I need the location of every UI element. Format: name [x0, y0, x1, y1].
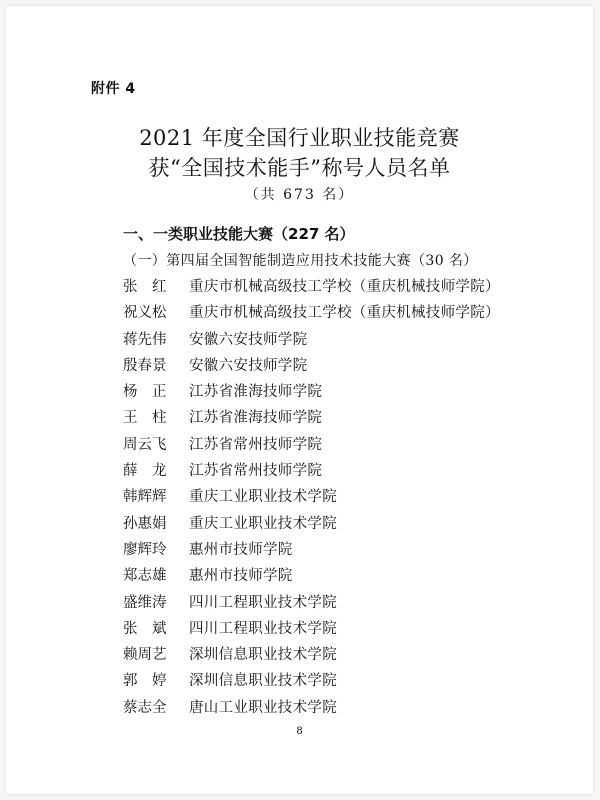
- person-name: 韩辉辉: [123, 489, 167, 506]
- organization: 安徽六安技师学院: [189, 331, 308, 348]
- organization: 惠州市技师学院: [189, 568, 293, 585]
- list-item: [123, 300, 500, 326]
- honoree-list: [123, 274, 500, 721]
- organization: 重庆市机械高级技工学校（重庆机械技师学院）: [189, 305, 500, 322]
- list-item: [123, 642, 500, 668]
- person-name: 张 红: [123, 279, 167, 295]
- list-item: [123, 563, 500, 589]
- organization: 江苏省常州技师学院: [189, 436, 323, 453]
- list-item: [123, 458, 500, 484]
- list-item: [123, 537, 500, 563]
- organization: 惠州市技师学院: [189, 541, 293, 558]
- person-name: 孙惠娟: [123, 515, 167, 532]
- person-name: 王 柱: [123, 410, 167, 427]
- person-name: 蒋先伟: [123, 331, 167, 348]
- subsection-heading: （一）第四届全国智能制造应用技术技能大赛（30 名）: [123, 253, 478, 269]
- list-item: [123, 616, 500, 642]
- document-title-line-1: 2021 年度全国行业职业技能竞赛: [139, 126, 460, 150]
- person-name: 周云飞: [123, 436, 167, 453]
- list-item: [123, 274, 500, 300]
- person-name: 殷春景: [123, 357, 167, 374]
- organization: 江苏省常州技师学院: [189, 463, 323, 480]
- total-count: （共 673 名）: [244, 187, 355, 203]
- organization: 重庆工业职业技术学院: [189, 515, 337, 532]
- document-title-line-2: 获“全国技术能手”称号人员名单: [148, 156, 451, 180]
- organization: 深圳信息职业技术学院: [189, 647, 337, 664]
- organization: 江苏省淮海技师学院: [189, 384, 323, 401]
- organization: 重庆市机械高级技工学校（重庆机械技师学院）: [189, 279, 500, 295]
- organization: 重庆工业职业技术学院: [189, 489, 337, 506]
- page-number: 8: [296, 726, 303, 737]
- list-item: [123, 379, 500, 405]
- organization: 安徽六安技师学院: [189, 357, 308, 374]
- organization: 四川工程职业技术学院: [189, 620, 337, 637]
- person-name: 张 斌: [123, 620, 167, 637]
- list-item: [123, 432, 500, 458]
- list-item: [123, 405, 500, 431]
- person-name: 郑志雄: [123, 568, 167, 585]
- person-name: 盛维涛: [123, 594, 167, 611]
- list-item: [123, 484, 500, 510]
- attachment-label: 附件 4: [91, 81, 136, 97]
- organization: 唐山工业职业技术学院: [189, 699, 337, 716]
- person-name: 薛 龙: [123, 463, 167, 480]
- list-item: [123, 511, 500, 537]
- organization: 深圳信息职业技术学院: [189, 673, 337, 690]
- person-name: 蔡志全: [123, 699, 167, 716]
- person-name: 祝义松: [123, 305, 167, 322]
- organization: 江苏省淮海技师学院: [189, 410, 323, 427]
- person-name: 杨 正: [123, 384, 167, 401]
- list-item: [123, 327, 500, 353]
- person-name: 郭 婷: [123, 673, 167, 690]
- list-item: [123, 590, 500, 616]
- list-item: [123, 695, 500, 721]
- list-item: [123, 353, 500, 379]
- document-page: [6, 6, 593, 794]
- organization: 四川工程职业技术学院: [189, 594, 337, 611]
- section-heading: 一、一类职业技能大赛（227 名）: [123, 225, 355, 243]
- person-name: 廖辉玲: [123, 541, 167, 558]
- list-item: [123, 668, 500, 694]
- person-name: 赖周艺: [123, 647, 167, 664]
